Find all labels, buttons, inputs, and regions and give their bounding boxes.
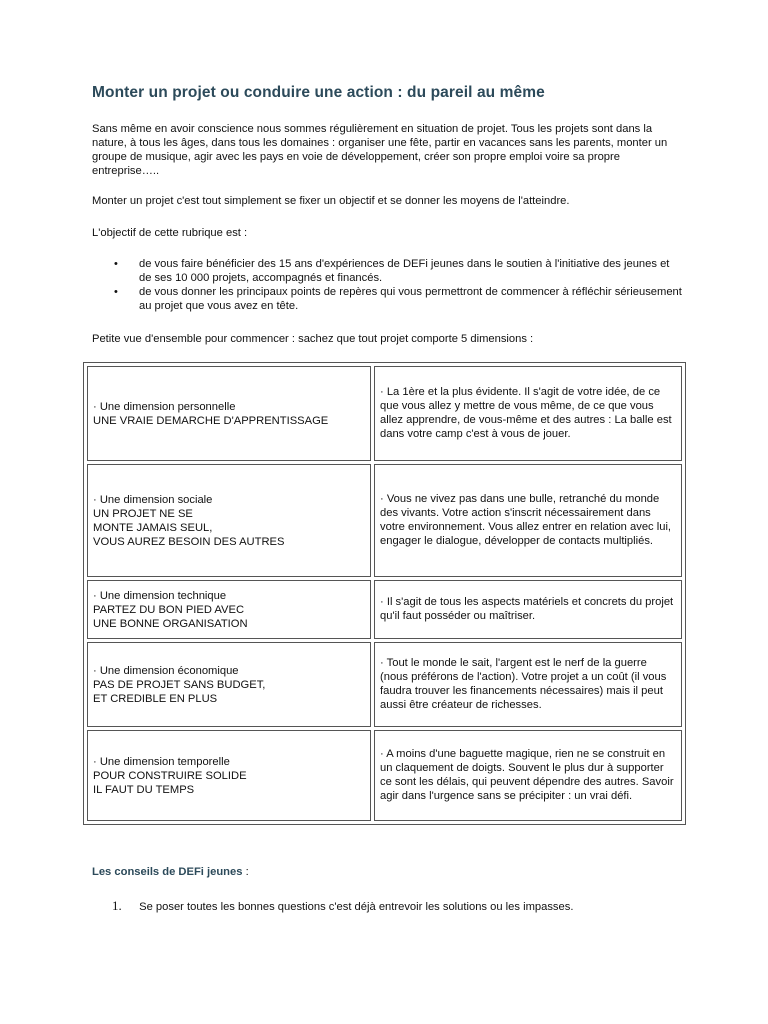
dimension-description-cell: · Vous ne vivez pas dans une bulle, retranché du monde des vivants. Votre action s'inscrit nécessairement dans votre environnement. Vous allez entrer en relation avec lui, engager le dialogue, développer de contacts multipliés. [374,464,682,577]
dimension-name-cell [87,366,371,461]
list-item [92,257,682,285]
definition-paragraph: Monter un projet c'est tout simplement se fixer un objectif et se donner les moyens de l'atteindre. [92,195,570,207]
dimension-title: · Une dimension temporelle [93,755,230,768]
dimension-slogan: ET CREDIBLE EN PLUS [93,692,218,705]
dimension-slogan: VOUS AUREZ BESOIN DES AUTRES [93,535,285,548]
table-row [87,730,682,821]
dimension-description-cell: · La 1ère et la plus évidente. Il s'agit de votre idée, de ce que vous allez y mettre de vous même, de ce que vous allez apprendre, de vous-même et des autres : La balle est dans votre camp c'est à vous de jouer. [374,366,682,461]
list-item-number: 1. [112,898,122,913]
advice-heading [92,866,249,878]
dimension-name-cell [87,580,371,639]
objective-paragraph: L'objectif de cette rubrique est : [92,227,248,239]
dimension-title: · Une dimension sociale [93,493,213,506]
bullet-text: de vous faire bénéficier des 15 ans d'expériences de DEFi jeunes dans le soutien à l'initiative des jeunes et de ses 10 000 projets, accompagnés et financés. [139,258,670,284]
dimension-name-cell [87,730,371,821]
dimension-title: · Une dimension technique [93,589,227,602]
dimension-slogan: PAS DE PROJET SANS BUDGET, [93,678,266,691]
table-row [87,464,682,577]
dimension-slogan: UN PROJET NE SE [93,507,193,520]
dimensions-table [83,362,686,825]
dimension-title: · Une dimension personnelle [93,400,236,413]
advice-heading-suffix: : [242,866,249,878]
dimension-description-cell: · A moins d'une baguette magique, rien ne se construit en un claquement de doigts. Souvent le plus dur à supporter ce sont les délais, qui peuvent dépendre des autres. Savoir agir dans l'urgence sans se précipiter : un vrai défi. [374,730,682,821]
table-row [87,642,682,727]
overview-paragraph: Petite vue d'ensemble pour commencer : sachez que tout projet comporte 5 dimensions : [92,333,534,345]
table-row [87,366,682,461]
list-item [112,898,573,914]
dimension-slogan: POUR CONSTRUIRE SOLIDE [93,769,247,782]
advice-numbered-list [112,898,573,914]
dimension-title: · Une dimension économique [93,664,239,677]
dimension-slogan: IL FAUT DU TEMPS [93,783,195,796]
dimension-name-cell [87,642,371,727]
dimension-slogan: MONTE JAMAIS SEUL, [93,521,213,534]
dimension-description-cell: · Il s'agit de tous les aspects matériels et concrets du projet qu'il faut posséder ou maîtriser. [374,580,682,639]
list-item-text: Se poser toutes les bonnes questions c'est déjà entrevoir les solutions ou les impasses. [139,901,574,913]
dimension-name-cell [87,464,371,577]
bullet-icon: • [114,286,118,298]
dimension-slogan: PARTEZ DU BON PIED AVEC [93,603,245,616]
list-item [92,285,682,313]
advice-heading-label: Les conseils de DEFi jeunes [92,866,243,878]
intro-paragraph: Sans même en avoir conscience nous sommes régulièrement en situation de projet. Tous les projets sont dans la nature, à tous les âges, dans tous les domaines : organiser une fête, partir en vacances sans les parents, monter un groupe de musique, agir avec les pays en voie de développement, créer son propre emploi voire sa propre entreprise….. [92,123,668,177]
table-row [87,580,682,639]
bullet-icon: • [114,258,118,270]
dimension-slogan: UNE BONNE ORGANISATION [93,617,248,630]
dimension-description-cell: · Tout le monde le sait, l'argent est le nerf de la guerre (nous préférons de l'action). Votre projet a un coût (il vous faudra trouver les financements nécessaires) mais il peut aussi être créateur de richesses. [374,642,682,727]
bullet-text: de vous donner les principaux points de repères qui vous permettront de commencer à réfléchir sérieusement au projet que vous avez en tête. [139,286,682,312]
objective-bullet-list [92,257,682,313]
dimension-slogan: UNE VRAIE DEMARCHE D'APPRENTISSAGE [93,414,329,427]
page-title: Monter un projet ou conduire une action : du pareil au même [92,84,545,101]
